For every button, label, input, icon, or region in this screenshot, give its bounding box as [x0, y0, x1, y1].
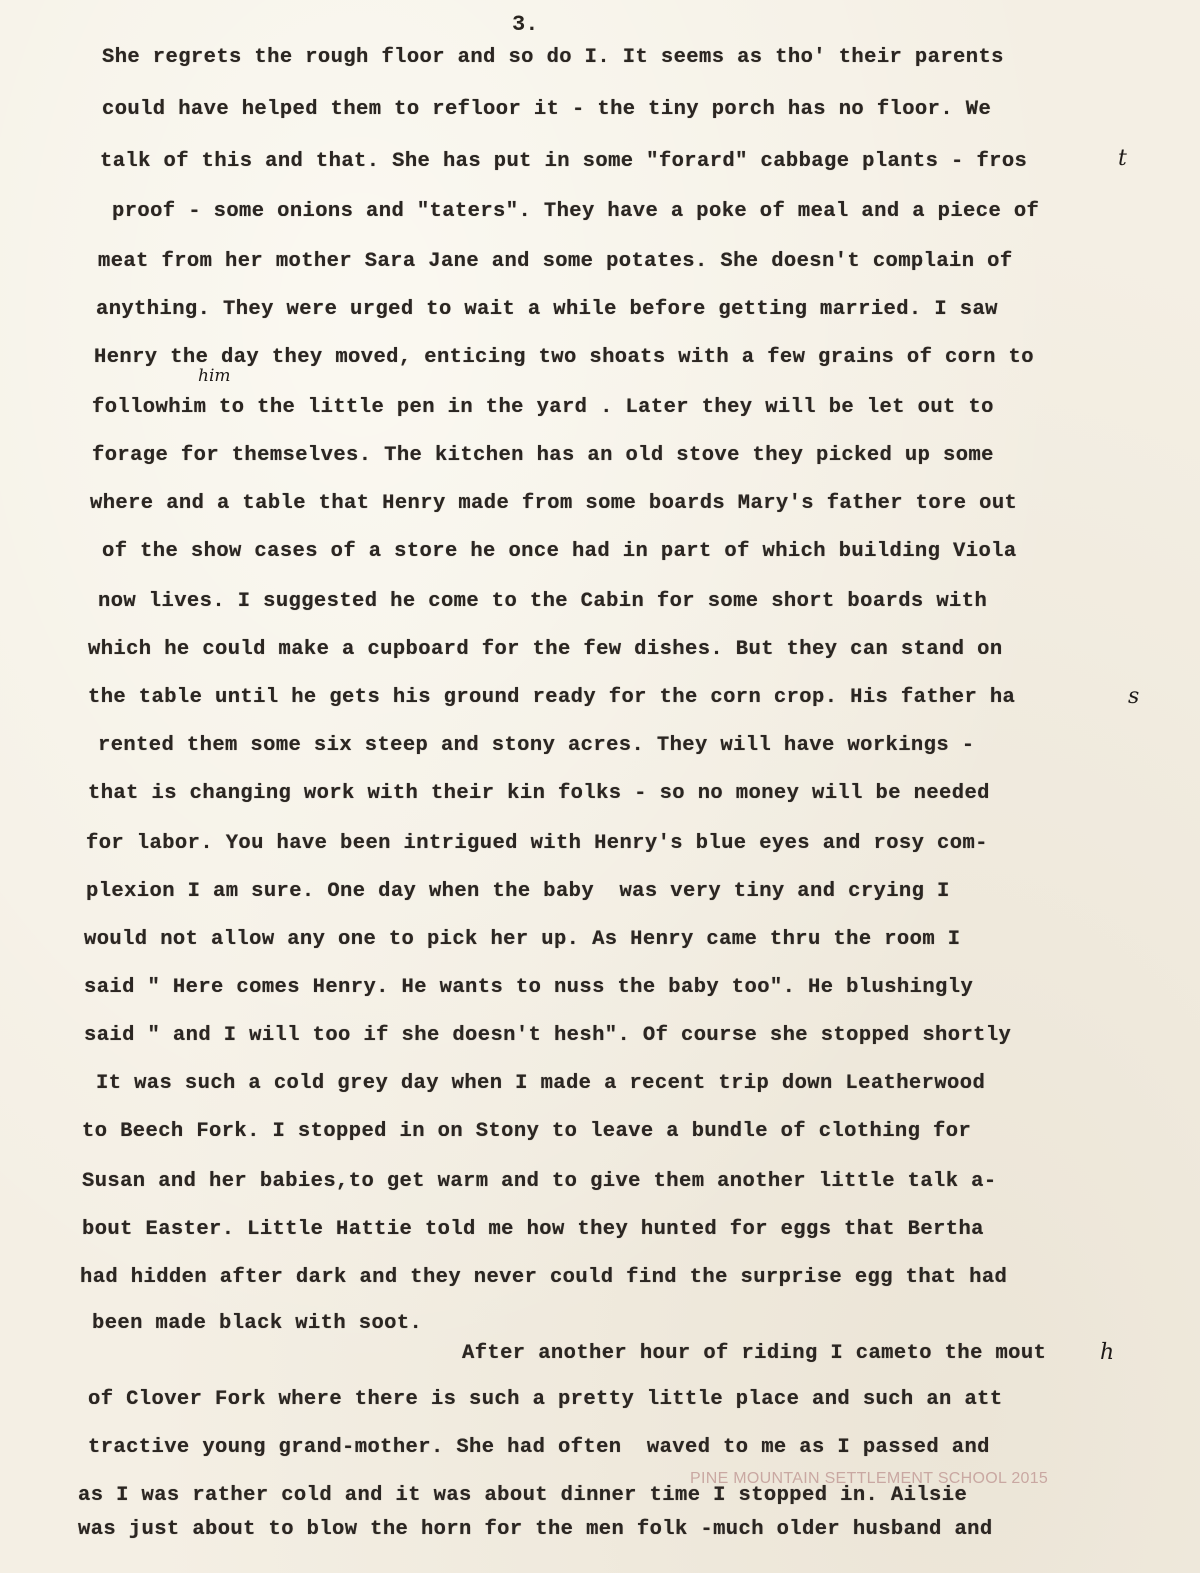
- watermark: PINE MOUNTAIN SETTLEMENT SCHOOL 2015: [690, 1470, 1049, 1487]
- handwritten-s: s: [1128, 684, 1140, 709]
- text-line: She regrets the rough floor and so do I. It seems as tho' their parents: [102, 46, 1004, 69]
- handwritten-him: him: [198, 366, 231, 386]
- text-line: to Beech Fork. I stopped in on Stony to leave a bundle of clothing for: [82, 1120, 972, 1143]
- text-line: Henry the day they moved, enticing two shoats with a few grains of corn to: [94, 346, 1034, 369]
- text-line: anything. They were urged to wait a while before getting married. I saw: [96, 298, 998, 321]
- page-number: 3.: [512, 12, 539, 37]
- text-line: had hidden after dark and they never could find the surprise egg that had: [80, 1266, 1008, 1289]
- text-line: where and a table that Henry made from some boards Mary's father tore out: [90, 492, 1018, 515]
- text-line: talk of this and that. She has put in some "forard" cabbage plants - fros: [100, 150, 1028, 173]
- text-line: of the show cases of a store he once had in part of which building Viola: [102, 540, 1017, 563]
- text-line: for labor. You have been intrigued with Henry's blue eyes and rosy com-: [86, 832, 988, 855]
- text-line: tractive young grand-mother. She had often waved to me as I passed and: [88, 1436, 990, 1459]
- text-line: as I was rather cold and it was about dinner time I stopped in. Ailsie: [78, 1484, 968, 1507]
- text-line: proof - some onions and "taters". They have a poke of meal and a piece of: [112, 200, 1040, 223]
- text-line: forage for themselves. The kitchen has an old stove they picked up some: [92, 444, 994, 467]
- text-line: followhim to the little pen in the yard . Later they will be let out to: [92, 396, 994, 419]
- text-line: rented them some six steep and stony acres. They will have workings -: [98, 734, 975, 757]
- text-line: plexion I am sure. One day when the baby was very tiny and crying I: [86, 880, 950, 903]
- text-line: the table until he gets his ground ready for the corn crop. His father ha: [88, 686, 1016, 709]
- text-line: meat from her mother Sara Jane and some potates. She doesn't complain of: [98, 250, 1013, 273]
- text-line: of Clover Fork where there is such a pretty little place and such an att: [88, 1388, 1003, 1411]
- text-line: It was such a cold grey day when I made a recent trip down Leatherwood: [96, 1072, 986, 1095]
- text-line: now lives. I suggested he come to the Cabin for some short boards with: [98, 590, 988, 613]
- handwritten-h: h: [1100, 1340, 1115, 1365]
- text-line: that is changing work with their kin folks - so no money will be needed: [88, 782, 990, 805]
- text-line: which he could make a cupboard for the few dishes. But they can stand on: [88, 638, 1003, 661]
- text-line: After another hour of riding I cameto the mout: [462, 1342, 1047, 1365]
- text-line: Susan and her babies,to get warm and to give them another little talk a-: [82, 1170, 997, 1193]
- text-line: said " Here comes Henry. He wants to nuss the baby too". He blushingly: [84, 976, 974, 999]
- text-line: would not allow any one to pick her up. As Henry came thru the room I: [84, 928, 961, 951]
- text-line: bout Easter. Little Hattie told me how they hunted for eggs that Bertha: [82, 1218, 984, 1241]
- text-line: been made black with soot.: [92, 1312, 423, 1335]
- handwritten-t: t: [1118, 146, 1127, 171]
- text-line: could have helped them to refloor it - the tiny porch has no floor. We: [102, 98, 992, 121]
- text-line: said " and I will too if she doesn't hesh". Of course she stopped shortly: [84, 1024, 1012, 1047]
- text-line: was just about to blow the horn for the men folk -much older husband and: [78, 1518, 993, 1541]
